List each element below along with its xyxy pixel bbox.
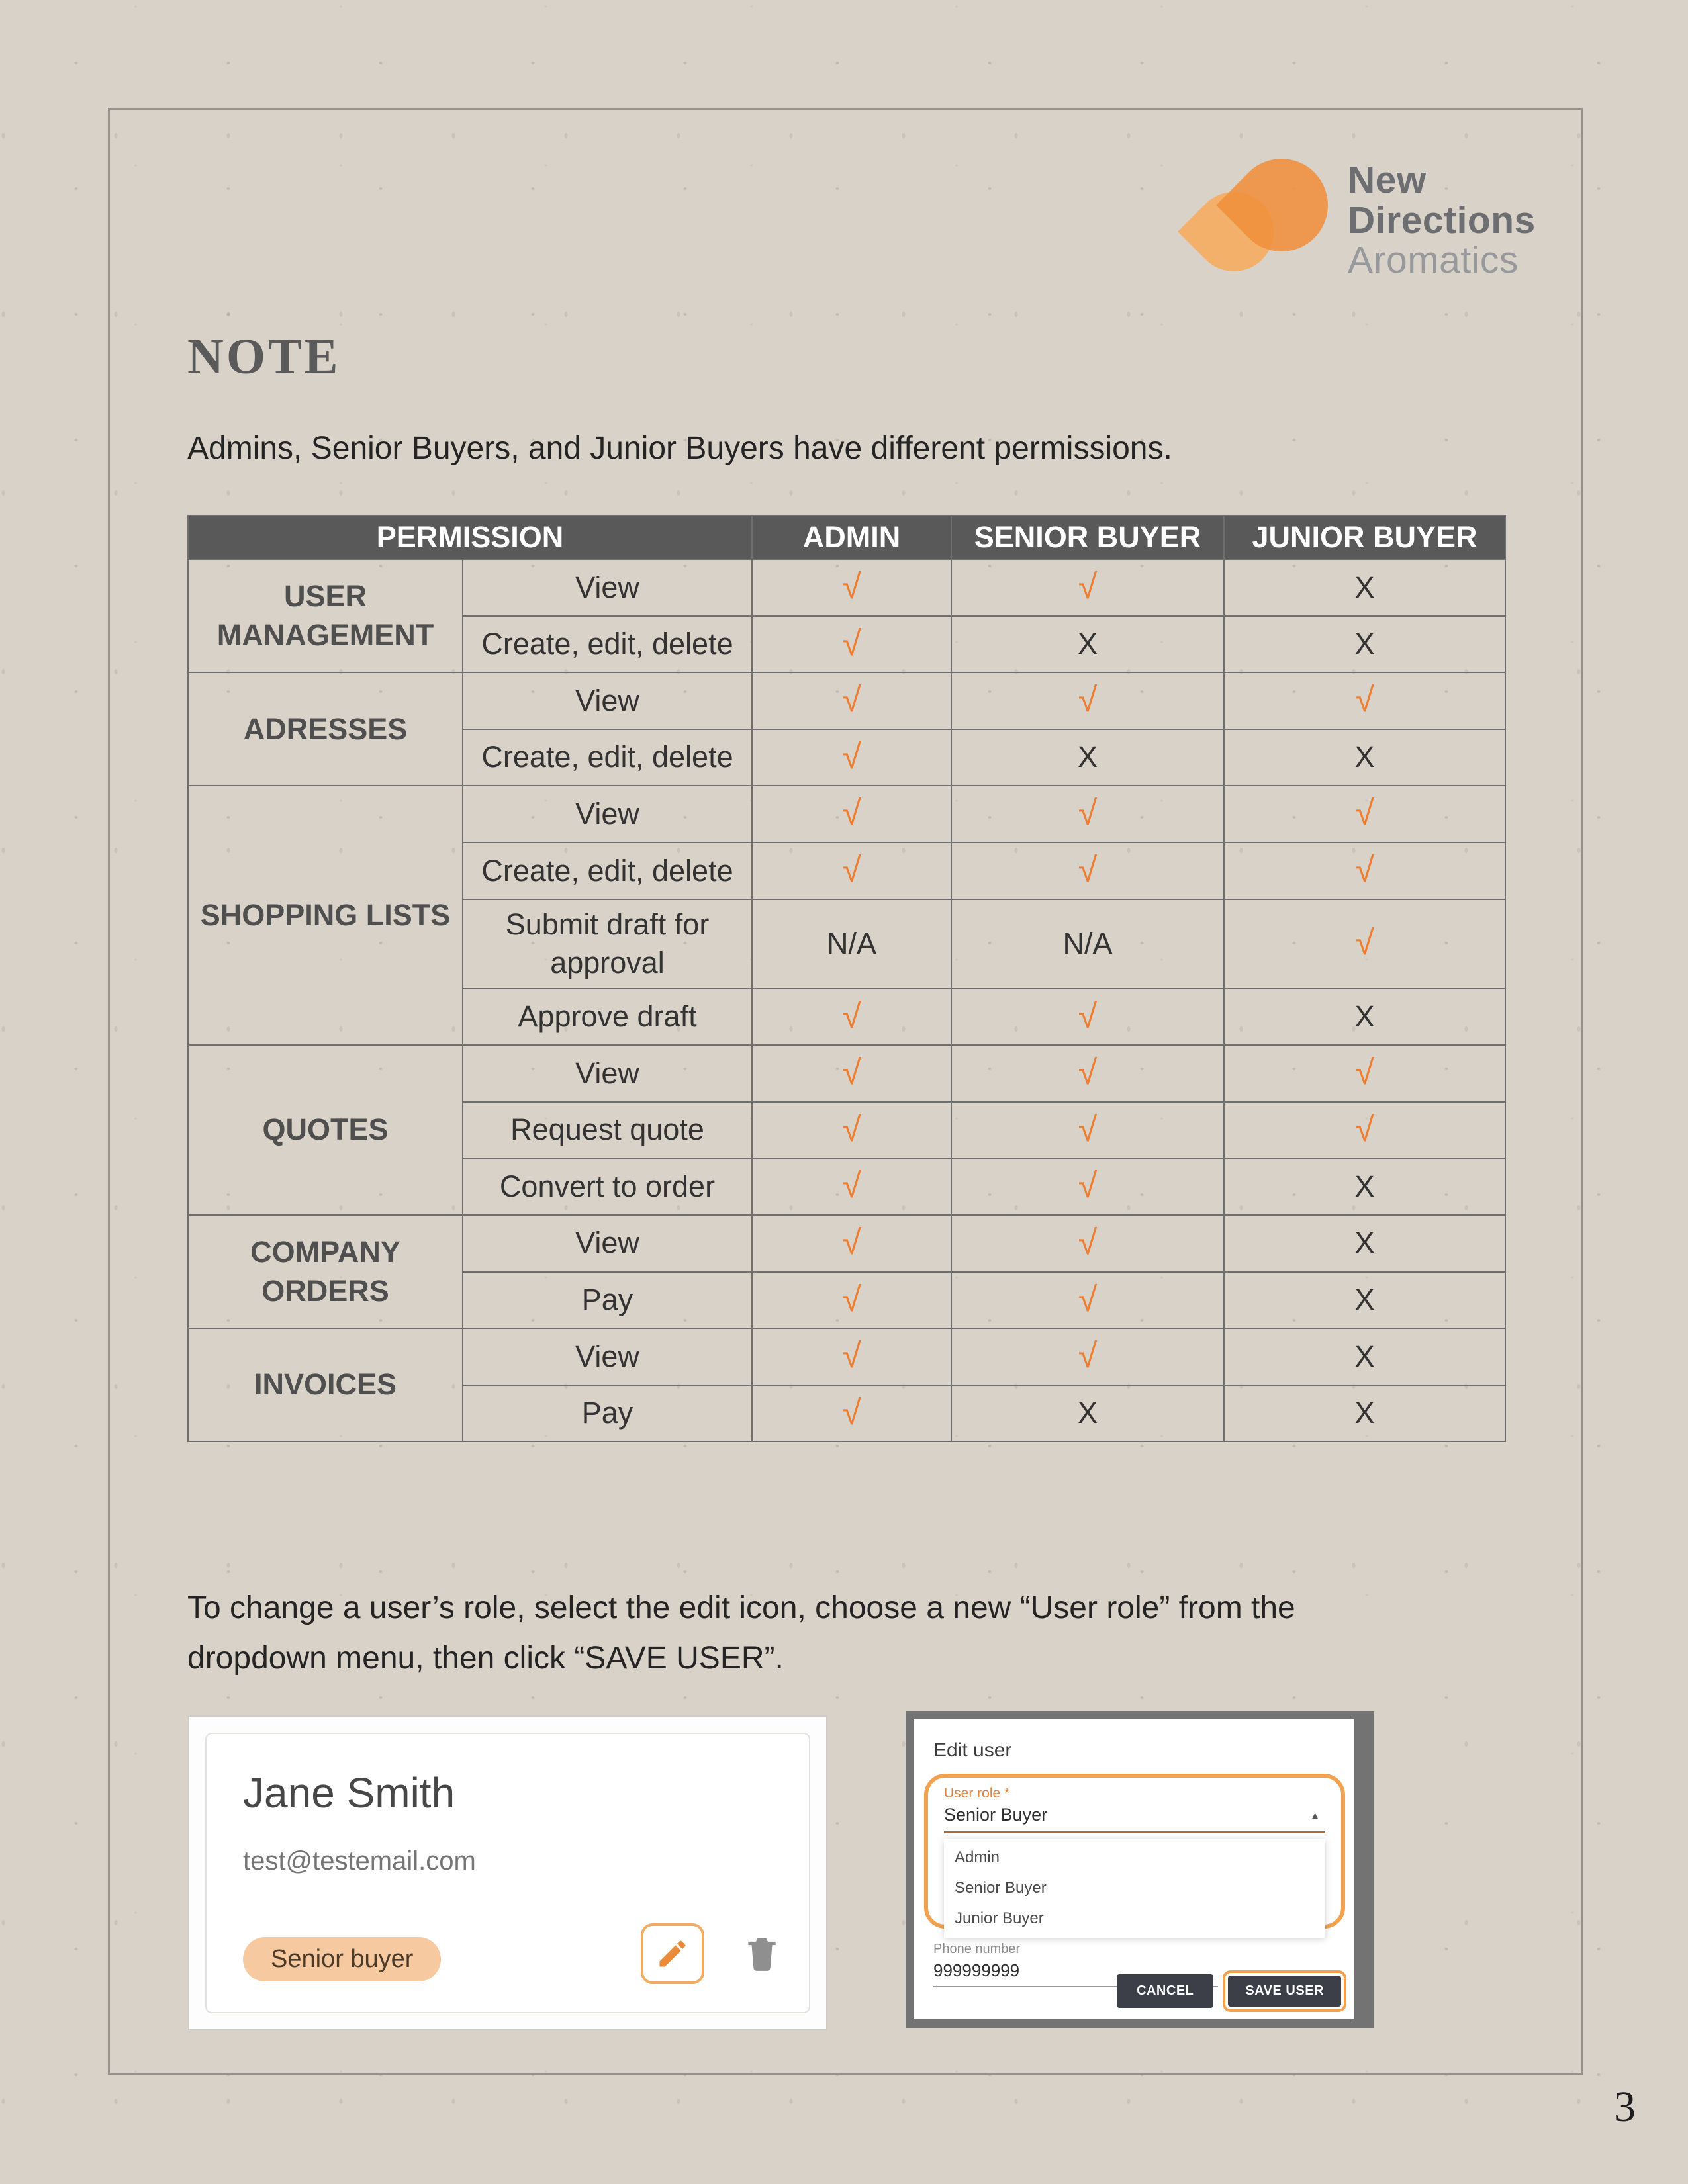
phone-field-value: 999999999	[933, 1960, 1218, 1987]
value-cell: √	[752, 1102, 951, 1159]
value-cell: √	[752, 1385, 951, 1442]
value-cell: X	[1224, 616, 1505, 673]
value-cell: X	[1224, 1328, 1505, 1385]
group-cell-quotes: QUOTES	[188, 1045, 463, 1215]
permission-cell: Create, edit, delete	[463, 729, 752, 786]
value-cell: √	[752, 729, 951, 786]
group-cell-company-orders: COMPANY ORDERS	[188, 1215, 463, 1328]
table-header-row	[188, 516, 1505, 559]
table-row	[188, 672, 1505, 729]
value-cell: √	[1224, 786, 1505, 842]
permission-cell: View	[463, 1045, 752, 1102]
value-cell: √	[951, 559, 1224, 616]
value-cell: √	[752, 1215, 951, 1272]
value-cell: √	[752, 1045, 951, 1102]
value-cell: X	[951, 1385, 1224, 1442]
edit-user-dialog	[914, 1719, 1354, 2019]
value-cell: √	[951, 672, 1224, 729]
pencil-icon	[655, 1936, 690, 1971]
role-selected-value: Senior Buyer	[944, 1805, 1048, 1825]
permission-cell: Approve draft	[463, 989, 752, 1046]
permission-cell: View	[463, 559, 752, 616]
permission-cell: Create, edit, delete	[463, 842, 752, 899]
header-junior-buyer: JUNIOR BUYER	[1224, 516, 1505, 559]
value-cell: √	[752, 1158, 951, 1215]
role-highlight-callout	[924, 1774, 1345, 1929]
value-cell: √	[1224, 1045, 1505, 1102]
value-cell: √	[951, 1158, 1224, 1215]
group-cell-shopping-lists: SHOPPING LISTS	[188, 786, 463, 1045]
trash-icon	[741, 1930, 782, 1978]
user-email: test@testemail.com	[243, 1846, 476, 1876]
value-cell: √	[951, 1045, 1224, 1102]
intro-text: Admins, Senior Buyers, and Junior Buyers have different permissions.	[187, 431, 1172, 466]
value-cell: X	[1224, 989, 1505, 1046]
brand-line-2: Directions	[1348, 199, 1536, 242]
value-cell: X	[1224, 1385, 1505, 1442]
brand-logo	[1192, 151, 1536, 290]
value-cell: N/A	[951, 899, 1224, 989]
note-heading: NOTE	[187, 329, 341, 385]
brand-line-1: New	[1348, 159, 1427, 202]
permission-cell: Pay	[463, 1385, 752, 1442]
value-cell: √	[951, 786, 1224, 842]
table-row	[188, 559, 1505, 616]
table-row	[188, 1328, 1505, 1385]
permission-cell: Convert to order	[463, 1158, 752, 1215]
value-cell: √	[951, 1215, 1224, 1272]
user-card-screenshot	[188, 1715, 827, 2030]
dialog-title: Edit user	[933, 1739, 1012, 1761]
value-cell: √	[752, 842, 951, 899]
value-cell: X	[951, 616, 1224, 673]
value-cell: √	[752, 672, 951, 729]
value-cell: √	[951, 1272, 1224, 1329]
brand-name	[1348, 160, 1536, 280]
value-cell: √	[1224, 1102, 1505, 1159]
value-cell: √	[951, 842, 1224, 899]
role-option-junior-buyer[interactable]: Junior Buyer	[955, 1909, 1044, 1927]
group-cell-user-management: USER MANAGEMENT	[188, 559, 463, 672]
value-cell: √	[752, 1272, 951, 1329]
value-cell: √	[752, 1328, 951, 1385]
value-cell: √	[951, 1102, 1224, 1159]
edit-user-button[interactable]	[641, 1923, 704, 1984]
header-senior-buyer: SENIOR BUYER	[951, 516, 1224, 559]
permission-cell: View	[463, 786, 752, 842]
permission-cell: View	[463, 1215, 752, 1272]
header-admin: ADMIN	[752, 516, 951, 559]
permission-cell: Request quote	[463, 1102, 752, 1159]
dialog-actions	[1117, 1970, 1346, 2012]
value-cell: √	[951, 1328, 1224, 1385]
value-cell: √	[951, 989, 1224, 1046]
value-cell: √	[752, 616, 951, 673]
value-cell: √	[752, 786, 951, 842]
edit-user-dialog-screenshot	[906, 1711, 1374, 2028]
table-row	[188, 1045, 1505, 1102]
phone-field-label: Phone number	[933, 1942, 1021, 1956]
user-card	[205, 1733, 810, 2013]
brand-line-3: Aromatics	[1348, 239, 1519, 282]
role-select-field[interactable]	[944, 1805, 1325, 1833]
value-cell: X	[1224, 559, 1505, 616]
role-dropdown-menu	[944, 1839, 1325, 1938]
value-cell: X	[1224, 1158, 1505, 1215]
permission-cell: Submit draft for approval	[463, 899, 752, 989]
group-cell-invoices: INVOICES	[188, 1328, 463, 1441]
value-cell: √	[1224, 899, 1505, 989]
role-option-admin[interactable]: Admin	[955, 1848, 1000, 1866]
cancel-button[interactable]: CANCEL	[1117, 1974, 1213, 2008]
role-badge: Senior buyer	[243, 1937, 441, 1981]
chevron-up-icon: ▲	[1310, 1810, 1320, 1821]
value-cell: X	[1224, 1272, 1505, 1329]
droplet-logo-icon	[1192, 151, 1331, 290]
delete-user-button[interactable]	[741, 1930, 782, 1978]
permission-cell: Create, edit, delete	[463, 616, 752, 673]
page-number: 3	[1614, 2083, 1636, 2131]
permission-cell: View	[463, 1328, 752, 1385]
role-option-senior-buyer[interactable]: Senior Buyer	[955, 1879, 1047, 1897]
value-cell: √	[1224, 842, 1505, 899]
header-permission: PERMISSION	[188, 516, 752, 559]
instruction-text: To change a user’s role, select the edit icon, choose a new “User role” from the dropdown menu, then click “SAVE USER”.	[187, 1590, 1295, 1676]
value-cell: √	[1224, 672, 1505, 729]
save-button-highlight	[1223, 1970, 1346, 2012]
table-row	[188, 786, 1505, 842]
save-user-button[interactable]: SAVE USER	[1228, 1976, 1341, 2007]
value-cell: N/A	[752, 899, 951, 989]
table-row	[188, 1215, 1505, 1272]
permission-cell: View	[463, 672, 752, 729]
role-field-label: User role *	[944, 1786, 1010, 1801]
group-cell-adresses: ADRESSES	[188, 672, 463, 786]
value-cell: X	[1224, 729, 1505, 786]
value-cell: √	[752, 989, 951, 1046]
permission-cell: Pay	[463, 1272, 752, 1329]
permissions-table	[187, 515, 1506, 1442]
value-cell: X	[951, 729, 1224, 786]
value-cell: √	[752, 559, 951, 616]
value-cell: X	[1224, 1215, 1505, 1272]
user-name: Jane Smith	[243, 1769, 455, 1817]
